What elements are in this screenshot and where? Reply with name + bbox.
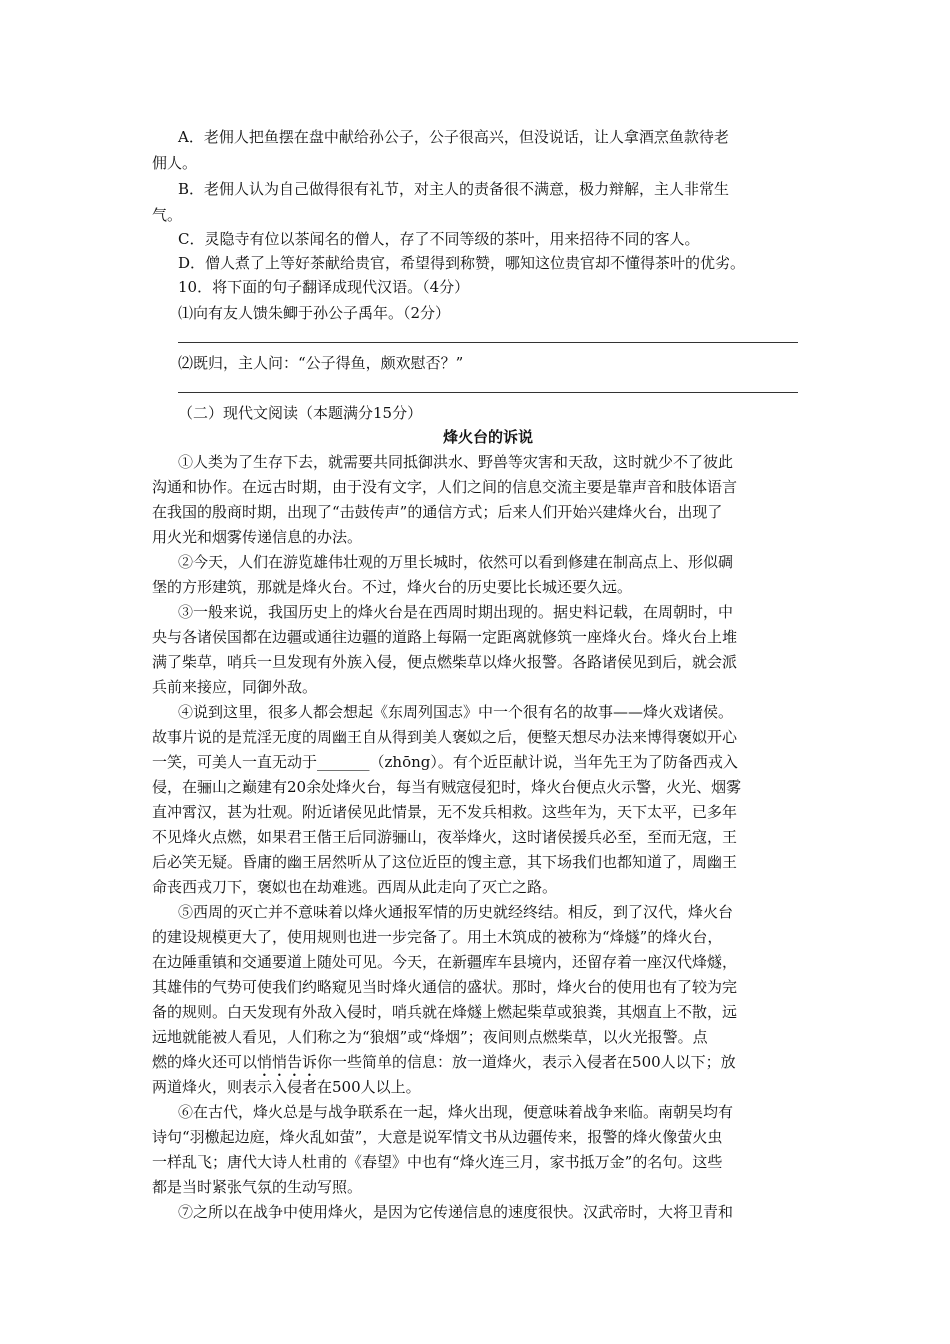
- passage-line: 故事片说的是荒淫无度的周幽王自从得到美人褒姒之后，便整天想尽办法来博得褒姒开心: [152, 728, 738, 746]
- option-b-line-1: B．老佣人认为自己做得很有礼节，对主人的责备很不满意，极力辩解，主人非常生: [178, 180, 730, 198]
- passage-line: ④说到这里，很多人都会想起《东周列国志》中一个很有名的故事——烽火戏诸侯。: [178, 703, 734, 721]
- answer-line-2: [178, 392, 798, 393]
- answer-line-1: [178, 342, 798, 343]
- passage-line: 沟通和协作。在远古时期，由于没有文字，人们之间的信息交流主要是靠声音和肢体语言: [152, 478, 738, 496]
- question-10-title: 10．将下面的句子翻译成现代汉语。（4分）: [178, 278, 470, 296]
- passage-line: ⑦之所以在战争中使用烽火，是因为它传递信息的速度很快。汉武帝时，大将卫青和: [178, 1203, 734, 1221]
- passage-line: 在我国的殷商时期，出现了“击鼓传声”的通信方式；后来人们开始兴建烽火台，出现了: [152, 503, 723, 521]
- passage-line: 在边陲重镇和交通要道上随处可见。今天，在新疆库车县境内，还留存着一座汉代烽燧，: [152, 953, 738, 971]
- passage-line: 都是当时紧张气氛的生动写照。: [152, 1178, 363, 1196]
- option-a-line-1: A．老佣人把鱼摆在盘中献给孙公子，公子很高兴，但没说话，让人拿酒烹鱼款待老: [178, 128, 729, 146]
- passage-line: 不见烽火点燃，如果君王偕王后同游骊山，夜举烽火，这时诸侯援兵必至，至而无寇，王: [152, 828, 738, 846]
- passage-line: ⑤西周的灭亡并不意味着以烽火通报军情的历史就经终结。相反，到了汉代，烽火台: [178, 903, 734, 921]
- emphasis-suffix: 你一些简单的信息：放一道烽火，表示入侵者在500人以下；放: [317, 1053, 736, 1071]
- passage-line: ①人类为了生存下去，就需要共同抵御洪水、野兽等灾害和天敌，这时就少不了彼此: [178, 453, 734, 471]
- option-d: D．僧人煮了上等好茶献给贵官，希望得到称赞，哪知这位贵官却不懂得茶叶的优劣。: [178, 254, 746, 272]
- passage-title: 烽火台的诉说: [443, 428, 534, 446]
- option-c: C．灵隐寺有位以茶闻名的僧人，存了不同等级的茶叶，用来招待不同的客人。: [178, 230, 700, 248]
- passage-line: 诗句“羽檄起边庭，烽火乱如萤”，大意是说军情文书从边疆传来，报警的烽火像萤火虫: [152, 1128, 723, 1146]
- passage-line: 直冲霄汉，甚为壮观。附近诸侯见此情景，无不发兵相救。这些年为，天下太平，已多年: [152, 803, 738, 821]
- passage-line: 兵前来接应，同御外敌。: [152, 678, 318, 696]
- question-10-item-2: ⑵既归，主人问：“公子得鱼，颇欢慰否？”: [178, 354, 464, 372]
- passage-line: 央与各诸侯国都在边疆或通往边疆的道路上每隔一定距离就修筑一座烽火台。烽火台上堆: [152, 628, 738, 646]
- passage-line: 两道烽火，则表示入侵者在500人以上。: [152, 1078, 421, 1096]
- passage-line: 远地就能被人看见，人们称之为“狼烟”或“烽烟”；夜间则点燃柴草，以火光报警。点: [152, 1028, 708, 1046]
- passage-line: 命丧西戎刀下，褒姒也在劫难逃。西周从此走向了灭亡之路。: [152, 878, 558, 896]
- passage-line: ⑥在古代，烽火总是与战争联系在一起，烽火出现，便意味着战争来临。南朝吴均有: [178, 1103, 734, 1121]
- passage-line: 备的规则。白天发现有外敌入侵时，哨兵就在烽燧上燃起柴草或狼粪，其烟直上不散，远: [152, 1003, 738, 1021]
- passage-line: ③一般来说，我国历史上的烽火台是在西周时期出现的。据史料记载，在周朝时，中: [178, 603, 734, 621]
- section-header: （二）现代文阅读（本题满分15分）: [178, 404, 423, 422]
- passage-line: 后必笑无疑。昏庸的幽王居然听从了这位近臣的馊主意，其下场我们也都知道了，周幽王: [152, 853, 738, 871]
- passage-line: 一样乱飞；唐代大诗人杜甫的《春望》中也有“烽火连三月，家书抵万金”的名句。这些: [152, 1153, 723, 1171]
- option-b-line-2: 气。: [152, 206, 183, 224]
- passage-line: 用火光和烟雾传递信息的办法。: [152, 528, 363, 546]
- passage-line: 满了柴草，哨兵一旦发现有外族入侵，便点燃柴草以烽火报警。各路诸侯见到后，就会派: [152, 653, 738, 671]
- passage-line: 堡的方形建筑，那就是烽火台。不过，烽火台的历史要比长城还要久远。: [152, 578, 633, 596]
- passage-line: 其雄伟的气势可使我们约略窥见当时烽火通信的盛状。那时，烽火台的使用也有了较为完: [152, 978, 738, 996]
- emphasis-prefix: 燃的烽火还可以: [152, 1053, 258, 1071]
- passage-line: 的建设规模更大了，使用规则也进一步完备了。用土木筑成的被称为“烽燧”的烽火台，: [152, 928, 723, 946]
- passage-line: 一笑，可美人一直无动于_______（zhōng）。有个近臣献计说，当年先王为了防备西戎入: [152, 753, 738, 771]
- passage-line: 侵，在骊山之巅建有20余处烽火台，每当有贼寇侵犯时，烽火台便点火示警，火光、烟雾: [152, 778, 742, 796]
- passage-line: ②今天，人们在游览雄伟壮观的万里长城时，依然可以看到修建在制高点上、形似碉: [178, 553, 734, 571]
- question-10-item-1: ⑴向有友人馈朱鲫于孙公子禹年。（2分）: [178, 304, 451, 322]
- emphasized-word: 悄悄告诉: [257, 1053, 318, 1071]
- option-a-line-2: 佣人。: [152, 154, 198, 172]
